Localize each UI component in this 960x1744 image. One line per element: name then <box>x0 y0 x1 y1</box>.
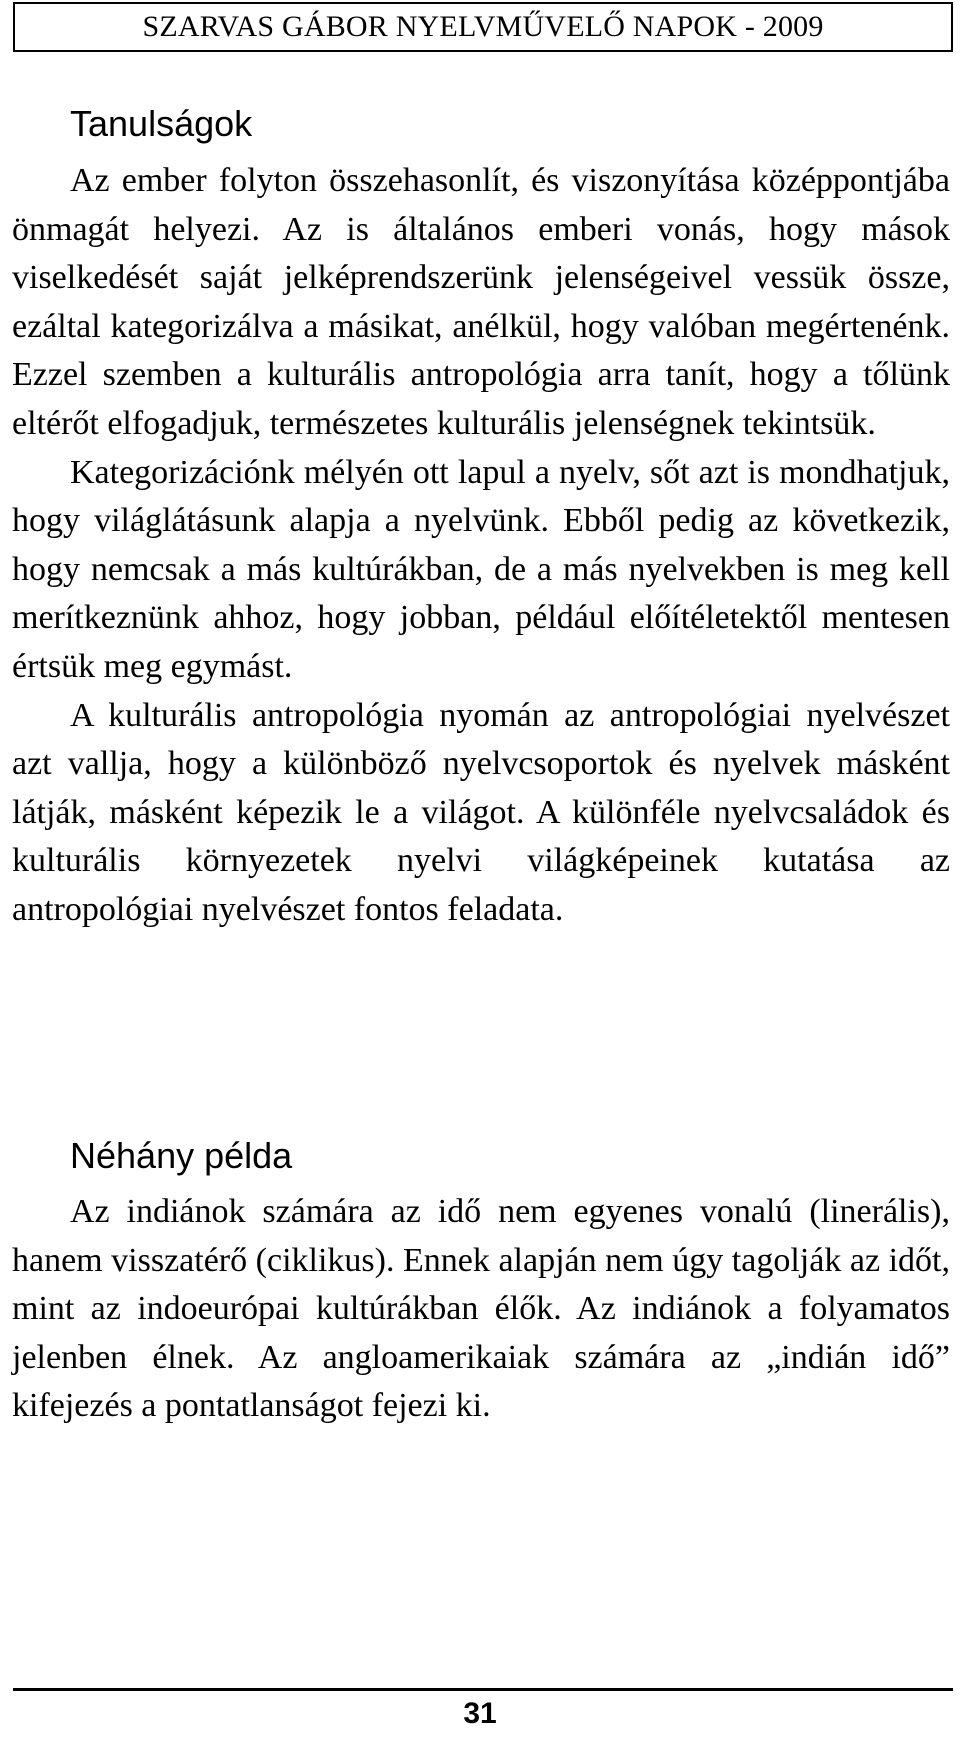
footer-divider <box>13 1688 953 1691</box>
paragraph: Az indiánok számára az idő nem egyenes vonalú (linerális), hanem visszatérő (ciklikus). Ennek alapján nem úgy tagolják az időt, mint az indoeurópai kultúrákban élők. Az indiánok a folyamatos jelenben élnek. Az angloamerikaiak számára az „indián idő” kifejezés a pontatlanságot fejezi ki. <box>12 1193 950 1425</box>
paragraph: A kulturális antropológia nyomán az antropológiai nyelvészet azt vallja, hogy a különböző nyelvcsoportok és nyelvek másként látják, másként képezik le a világot. A különféle nyelvcsaládok és kulturális környezetek nyelvi világképeinek kutatása az antropológiai nyelvészet fontos feladata. <box>12 696 950 928</box>
section-body-tanulsagok <box>12 157 950 935</box>
running-header <box>13 2 953 52</box>
paragraph: Az ember folyton összehasonlít, és viszonyítása középpontjába önmagát helyezi. Az is általános emberi vonás, hogy mások viselkedését saját jelképrendszerünk jelenségeivel vessük össze, ezáltal kategorizálva a másikat, anélkül, hogy valóban megértenénk. Ezzel szemben a kulturális antropológia arra tanít, hogy a tőlünk eltérőt elfogadjuk, természetes kulturális jelenségnek tekintsük. <box>12 162 950 442</box>
running-header-title: SZARVAS GÁBOR NYELVMŰVELŐ NAPOK - 2009 <box>142 10 824 43</box>
section-heading-nehany-pelda: Néhány példa <box>70 1135 293 1176</box>
paragraph: Kategorizációnk mélyén ott lapul a nyelv, sőt azt is mondhatjuk, hogy világlátásunk alapja a nyelvünk. Ebből pedig az következik, hogy nemcsak a más kultúrákban, de a más nyelvekben is meg kell merítkeznünk ahhoz, hogy jobban, például előítéletektől mentesen értsük meg egymást. <box>12 453 950 685</box>
section-body-nehany-pelda <box>12 1188 950 1431</box>
section-heading-tanulsagok: Tanulságok <box>70 103 253 144</box>
page-number: 31 <box>463 1697 497 1730</box>
